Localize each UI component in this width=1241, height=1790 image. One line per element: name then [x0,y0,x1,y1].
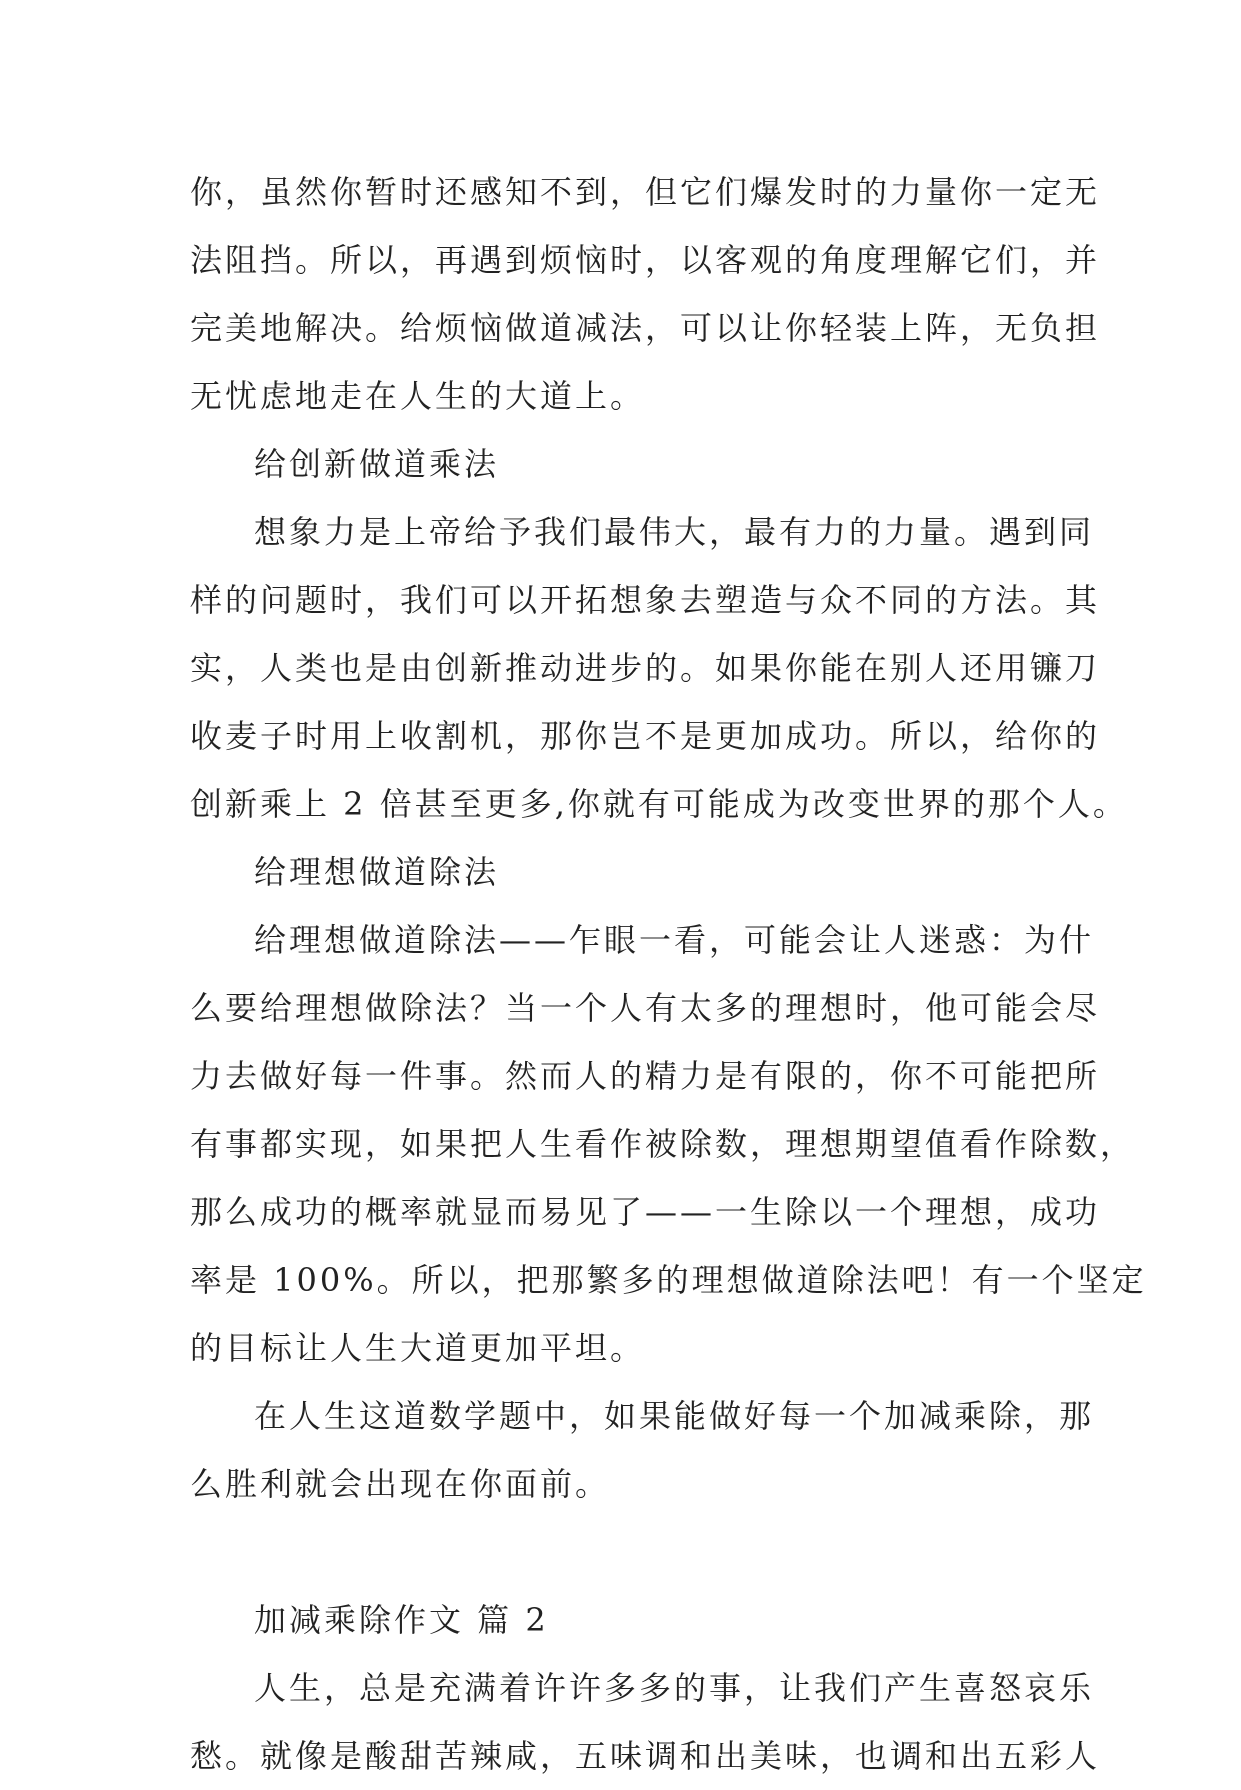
paragraph-line: 实，人类也是由创新推动进步的。如果你能在别人还用镰刀 [190,649,1101,687]
paragraph-line: 力去做好每一件事。然而人的精力是有限的，你不可能把所 [190,1057,1101,1095]
essay-title: 加减乘除作文 篇 2 [254,1601,549,1639]
paragraph-line: 给理想做道除法——乍眼一看，可能会让人迷惑：为什 [254,921,1095,959]
paragraph-line: 收麦子时用上收割机，那你岂不是更加成功。所以，给你的 [190,717,1101,755]
document-body [190,158,1147,1790]
section-heading-division: 给理想做道除法 [254,853,500,891]
paragraph-line: 创新乘上 2 倍甚至更多,你就有可能成为改变世界的那个人。 [190,785,1128,823]
paragraph-line: 完美地解决。给烦恼做道减法，可以让你轻装上阵，无负担 [190,309,1101,347]
section-heading-multiplication: 给创新做道乘法 [254,445,500,483]
paragraph-line: 无忧虑地走在人生的大道上。 [190,377,646,415]
section-spacer [190,1518,1050,1586]
paragraph-line: 率是 100%。所以，把那繁多的理想做道除法吧！有一个坚定 [190,1261,1147,1299]
paragraph-line: 愁。就像是酸甜苦辣咸，五味调和出美味，也调和出五彩人 [190,1737,1101,1775]
paragraph-line: 那么成功的概率就显而易见了——一生除以一个理想，成功 [190,1193,1101,1231]
paragraph-line: 你，虽然你暂时还感知不到，但它们爆发时的力量你一定无 [190,173,1101,211]
paragraph-line: 有事都实现，如果把人生看作被除数，理想期望值看作除数， [190,1125,1136,1163]
paragraph-line: 么胜利就会出现在你面前。 [190,1465,611,1503]
paragraph-line: 在人生这道数学题中，如果能做好每一个加减乘除，那 [254,1397,1095,1435]
paragraph-line: 法阻挡。所以，再遇到烦恼时，以客观的角度理解它们，并 [190,241,1101,279]
paragraph-line: 人生，总是充满着许许多多的事，让我们产生喜怒哀乐 [254,1669,1095,1707]
paragraph-line: 么要给理想做除法？当一个人有太多的理想时，他可能会尽 [190,989,1101,1027]
paragraph-line: 想象力是上帝给予我们最伟大，最有力的力量。遇到同 [254,513,1095,551]
paragraph-line: 样的问题时，我们可以开拓想象去塑造与众不同的方法。其 [190,581,1101,619]
paragraph-line: 的目标让人生大道更加平坦。 [190,1329,646,1367]
